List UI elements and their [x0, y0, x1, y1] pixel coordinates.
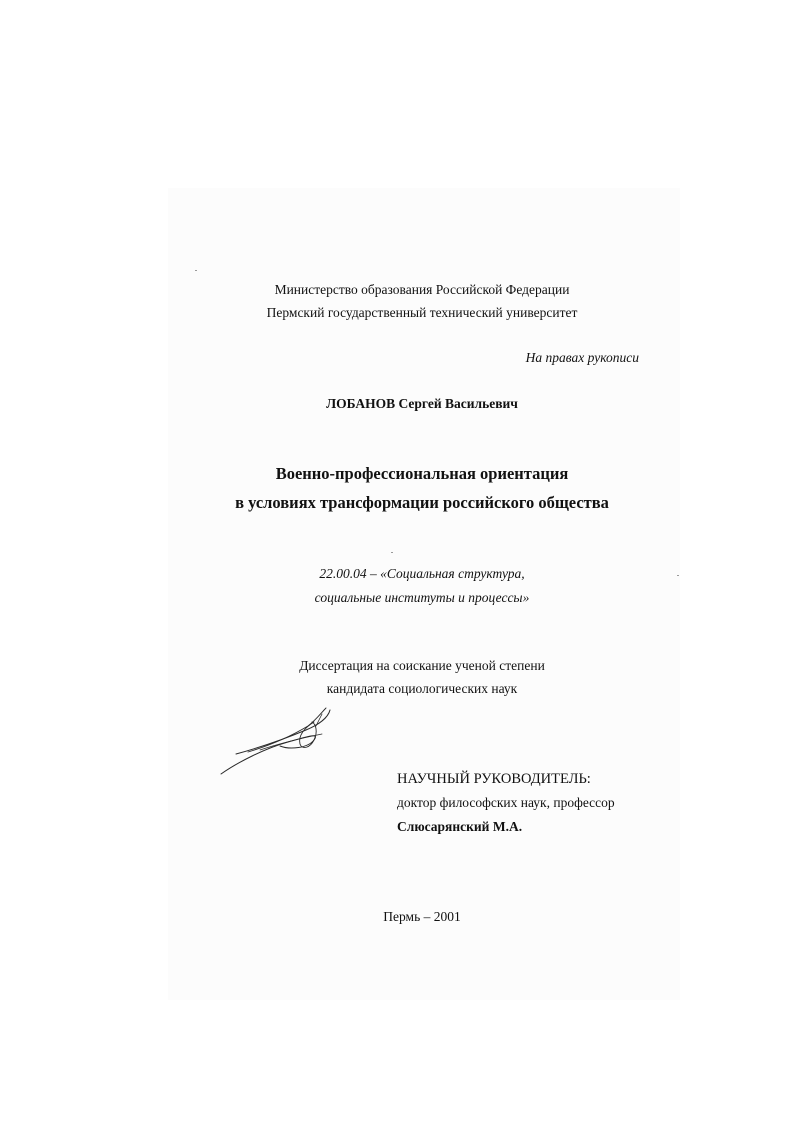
- city-year: Пермь – 2001: [383, 909, 461, 924]
- dissertation-degree-line-1: Диссертация на соискание ученой степени: [299, 658, 545, 673]
- scan-speck: [391, 552, 393, 553]
- specialty-line-2: социальные институты и процессы»: [314, 590, 530, 605]
- ministry-name: Министерство образования Российской Федерации: [274, 282, 570, 297]
- university-name: Пермский государственный технический университет: [266, 305, 578, 320]
- supervisor-heading: НАУЧНЫЙ РУКОВОДИТЕЛЬ:: [397, 771, 591, 787]
- specialty-line-1: 22.00.04 – «Социальная структура,: [319, 566, 525, 581]
- handwritten-signature-icon: [218, 704, 336, 778]
- supervisor-degree: доктор философских наук, профессор: [397, 795, 615, 810]
- author-name: ЛОБАНОВ Сергей Васильевич: [326, 396, 518, 411]
- supervisor-name: Слюсарянский М.А.: [397, 819, 523, 834]
- manuscript-note: На правах рукописи: [525, 350, 639, 365]
- thesis-title-line-2: в условиях трансформации российского общества: [235, 493, 609, 512]
- scan-speck: [195, 270, 197, 271]
- dissertation-degree-line-2: кандидата социологических наук: [326, 681, 518, 696]
- thesis-title-line-1: Военно-профессиональная ориентация: [275, 464, 569, 483]
- scan-speck: [677, 575, 679, 576]
